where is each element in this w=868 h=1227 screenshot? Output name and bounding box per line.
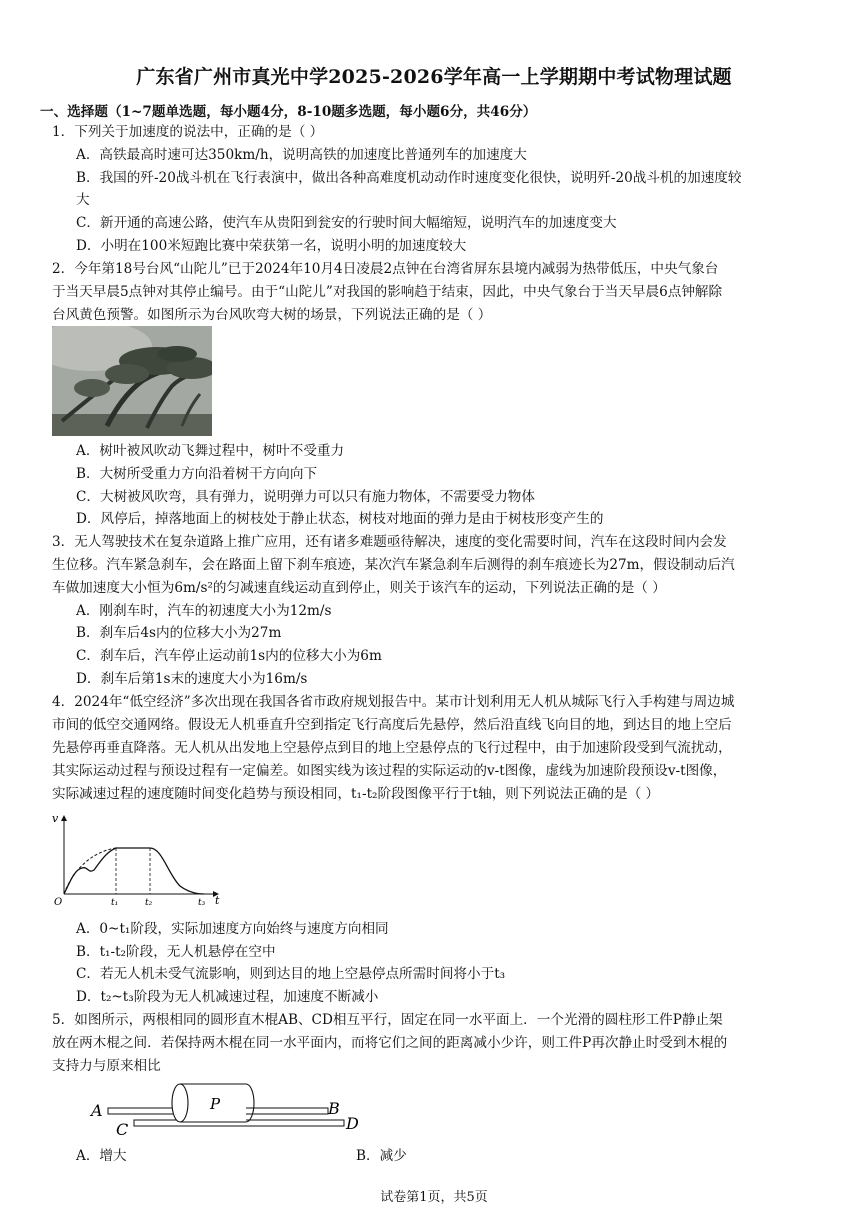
v-axis-label: v [52,812,59,825]
page-footer: 试卷第1页，共5页 [380,1190,488,1205]
q4-stem-2: 市间的低空交通网络。假设无人机垂直升空到指定飞行高度后先悬停，然后沿直线飞向目的地，到达目的地上空后 [52,717,732,733]
page-title: 广东省广州市真光中学2025-2026学年高一上学期期中考试物理试题 [136,66,732,88]
label-p: P [210,1095,221,1113]
t-axis-label: t [215,894,220,907]
q1-option-d: D．小明在100米短跑比赛中荣获第一名，说明小明的加速度较大 [76,238,467,254]
q1-option-c: C．新开通的高速公路，使汽车从贵阳到瓮安的行驶时间大幅缩短，说明汽车的加速度变大 [76,215,617,231]
q4-option-c: C．若无人机未受气流影响，则到达目的地上空悬停点所需时间将小于t₃ [76,966,506,982]
q2-stem-2: 于当天早晨5点钟对其停止编号。由于“山陀儿”对我国的影响趋于结束，因此，中央气象台于当天早晨6点钟解除 [52,284,723,300]
origin-label: O [54,897,63,908]
actual-vt-curve [64,848,204,894]
q2-stem-3: 台风黄色预警。如图所示为台风吹弯大树的场景，下列说法正确的是（ ） [52,307,492,323]
q3-stem-2: 生位移。汽车紧急刹车，会在路面上留下刹车痕迹，某次汽车紧急刹车后测得的刹车痕迹长为27m，假设制动后汽 [52,557,735,573]
q2-option-c: C．大树被风吹弯，具有弹力，说明弹力可以只有施力物体，不需要受力物体 [76,489,535,505]
vt-graph [50,812,230,908]
q1-option-b: B．我国的歼-20战斗机在飞行表演中，做出各种高难度机动动作时速度变化很快，说明歼-20战斗机的加速度较 [76,170,742,186]
t1-label: t₁ [111,898,119,908]
q4-stem-5: 实际减速过程的速度随时间变化趋势与预设相同，t₁-t₂阶段图像平行于t轴，则下列说法正确的是（ ） [52,786,660,802]
label-a: A [91,1101,103,1120]
q4-option-a: A．0~t₁阶段，实际加速度方向始终与速度方向相同 [76,921,389,937]
typhoon-tree-photo [52,326,212,436]
q1-option-a: A．高铁最高时速可达350km/h，说明高铁的加速度比普通列车的加速度大 [76,147,527,163]
q4-stem-1: 4．2024年“低空经济”多次出现在我国各省市政府规划报告中。某市计划利用无人机从城际飞行入手构建与周边城 [52,694,735,710]
label-b: B [328,1099,340,1118]
section-heading: 一、选择题（1~7题单选题，每小题4分，8-10题多选题，每小题6分，共46分） [40,104,537,120]
q5-option-b: B．减少 [356,1148,407,1164]
label-c: C [116,1120,129,1138]
q3-option-b: B．刹车后4s内的位移大小为27m [76,625,282,641]
q2-stem-1: 2．今年第18号台风“山陀儿”已于2024年10月4日凌晨2点钟在台湾省屏东县境内减弱为热带低压，中央气象台 [52,261,719,277]
q1-option-b-cont: 大 [76,192,90,208]
t3-label: t₃ [198,898,206,908]
q2-option-d: D．风停后，掉落地面上的树枝处于静止状态，树枝对地面的弹力是由于树枝形变产生的 [76,511,604,527]
t2-label: t₂ [145,898,153,908]
q2-option-a: A．树叶被风吹动飞舞过程中，树叶不受重力 [76,443,345,459]
q3-stem-3: 车做加速度大小恒为6m/s²的匀减速直线运动直到停止，则关于该汽车的运动，下列说法正确的是（ ） [52,580,666,596]
rods-diagram [88,1080,378,1138]
q4-stem-3: 先悬停再垂直降落。无人机从出发地上空悬停点到目的地上空悬停点的飞行过程中，由于加速阶段受到气流扰动， [52,740,732,756]
q2-option-b: B．大树所受重力方向沿着树干方向向下 [76,466,318,482]
q3-option-a: A．刚刹车时，汽车的初速度大小为12m/s [76,603,332,619]
label-d: D [346,1114,359,1133]
q5-option-a: A．增大 [76,1148,127,1164]
q3-option-d: D．刹车后第1s末的速度大小为16m/s [76,671,308,687]
q4-option-d: D．t₂~t₃阶段为无人机减速过程，加速度不断减小 [76,989,379,1005]
q3-option-c: C．刹车后，汽车停止运动前1s内的位移大小为6m [76,648,382,664]
q4-stem-4: 其实际运动过程与预设过程有一定偏差。如图实线为该过程的实际运动的v-t图像，虚线为加速阶段预设v-t图像， [52,763,727,779]
q5-stem-1: 5．如图所示，两根相同的圆形直木棍AB、CD相互平行，固定在同一水平面上．一个光滑的圆柱形工件P静止架 [52,1012,723,1028]
q1-stem: 1．下列关于加速度的说法中，正确的是（ ） [52,124,324,140]
q3-stem-1: 3．无人驾驶技术在复杂道路上推广应用，还有诸多难题亟待解决，速度的变化需要时间，汽车在这段时间内会发 [52,534,727,550]
q5-stem-2: 放在两木棍之间．若保持两木棍在同一水平面内，而将它们之间的距离减小少许，则工件P再次静止时受到木棍的 [52,1035,728,1051]
q4-option-b: B．t₁-t₂阶段，无人机悬停在空中 [76,944,276,960]
q5-stem-3: 支持力与原来相比 [52,1058,161,1074]
